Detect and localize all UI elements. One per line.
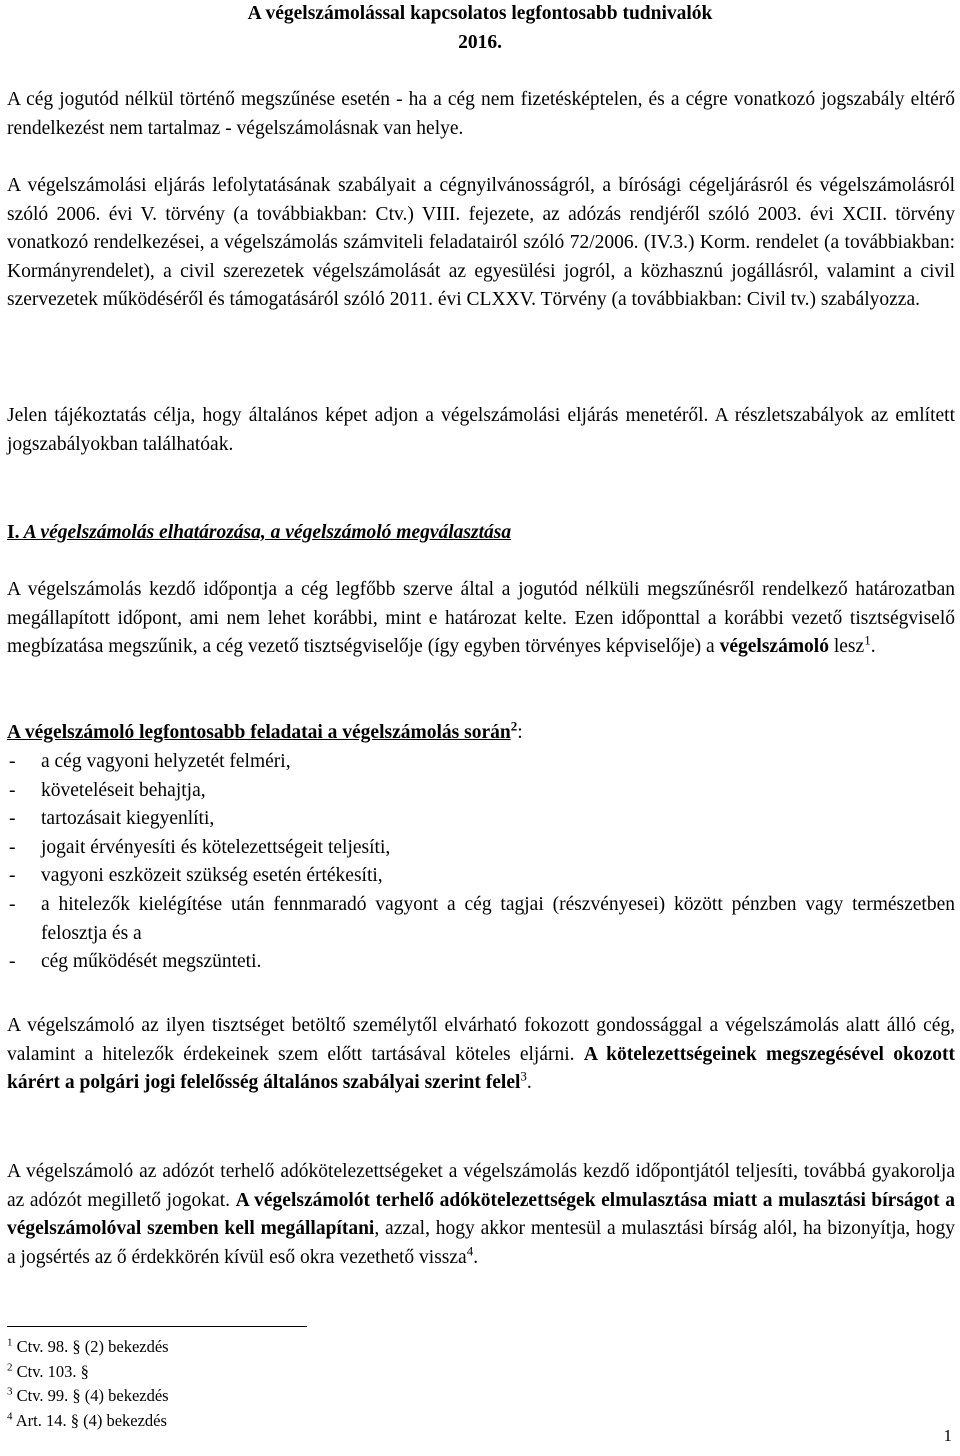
section-heading [7,519,511,548]
list-item-text: jogait érvényesíti és kötelezettségeit teljesíti, [41,836,391,858]
list-item-text: cég működését megszünteti. [41,951,262,973]
list-item [7,805,955,834]
list-item [7,748,955,777]
footnote [7,1409,169,1434]
footnote-text: Ctv. 103. § [16,1361,89,1381]
tasks-heading [7,719,523,748]
list-item-text: követeléseit behajtja, [41,779,206,801]
list-dash: - [9,951,16,973]
list-item [7,948,955,977]
footnote-ref-3: 3 [520,1068,527,1084]
list-dash: - [9,836,16,858]
list-dash: - [9,865,16,887]
tasks-list [7,748,955,977]
start-paragraph-tail: lesz [828,636,865,658]
footnote-number: 3 [7,1385,13,1398]
footnote [7,1384,169,1409]
footnote-ref-1: 1 [864,632,871,648]
list-item [7,777,955,806]
list-item-text: a hitelezők kielégítése után fennmaradó vagyont a cég tagjai (részvényesei) között pénzben vagy természetben felosztja és a [41,893,955,944]
tasks-heading-colon: : [517,722,523,743]
title-line-1: A végelszámolással kapcsolatos legfontosabb tudnivalók [247,3,713,24]
section-number: I. [7,522,20,543]
tax-tail: , azzal, hogy akkor mentesül a mulasztási bírság alól, ha bizonyítja, hogy a jogsértés az ő érdekkörén kívül eső okra vezethető vissza [7,1218,955,1268]
liability-bold: A kötelezettségeinek megszegésével okozott kárért a polgári jogi felelősség általános szabályai szerint felel [7,1043,955,1094]
list-dash: - [9,808,16,830]
list-item [7,862,955,891]
footnote-number: 2 [7,1361,13,1373]
liability-end: . [526,1072,532,1094]
footnote-number: 4 [7,1410,13,1422]
footnote [7,1360,169,1385]
footnote-ref-2: 2 [510,718,518,734]
footnote-ref-4: 4 [466,1243,474,1259]
start-paragraph-end: . [870,636,876,658]
start-paragraph [7,576,955,662]
footnote-text: Ctv. 98. § (2) bekezdés [16,1337,169,1356]
footnotes [7,1335,169,1433]
liability-paragraph [7,1012,955,1098]
liability-text: A végelszámoló az ilyen tisztséget betöltő személytől elvárható fokozott gondossággal a végelszámolás alatt álló cég, valamint a hitelezők érdekeinek szem előtt tartásával köteles eljárni. [7,1015,955,1065]
start-paragraph-text: A végelszámolás kezdő időpontja a cég legfőbb szerve által a jogutód nélküli megszűnésről rendelkező határozatban megállapított időpont, ami nem lehet korábbi, mint e határozat kelte. Ezen időponttal a korábbi vezető tisztségviselő megbízatása megszűnik, a cég vezető tisztségviselője (így egyben törvényes képviselője) a [7,579,955,658]
footnote-number: 1 [7,1336,13,1349]
tax-end: . [473,1246,479,1268]
list-dash: - [9,751,16,772]
tasks-heading-text: A végelszámoló legfontosabb feladatai a végelszámolás során [7,722,511,743]
list-dash: - [9,893,16,915]
footnote [7,1335,169,1360]
footnote-text: Art. 14. § (4) bekezdés [15,1410,167,1430]
list-item [7,891,955,948]
list-item-text: vagyoni eszközeit szükség esetén értékesíti, [41,865,383,887]
list-item-text: tartozásait kiegyenlíti, [41,808,215,830]
tax-text: A végelszámoló az adózót terhelő adókötelezettségeket a végelszámolás kezdő időpontjától teljesíti, továbbá gyakorolja az adózót megillető jogokat. [7,1161,955,1211]
page-number: 1 [943,1426,952,1445]
footnote-text: Ctv. 99. § (4) bekezdés [16,1386,169,1405]
document-title [0,0,960,57]
tax-paragraph [7,1158,955,1272]
purpose-paragraph: Jelen tájékoztatás célja, hogy általános képet adjon a végelszámolási eljárás menetéről. A részletszabályok az említett jogszabályokban találhatóak. [7,405,955,455]
list-item [7,834,955,863]
law-paragraph: A végelszámolási eljárás lefolytatásának szabályait a cégnyilvánosságról, a bírósági cégeljárásról és végelszámolásról szóló 2006. évi V. törvény (a továbbiakban: Ctv.) VIII. fejezete, az adózás rendjéről szóló 2003. évi XCII. törvény vonatkozó rendelkezései, a végelszámolás számviteli feladatairól szóló 72/2006. (IV.3.) Korm. rendelet (a továbbiakban: Kormányrendelet), a civil szerezetek végelszámolását az egyesülési jogról, a közhasznú jogállásról, valamint a civil szervezetek működéséről és támogatásáról szóló 2011. évi CLXXV. Törvény (a továbbiakban: Civil tv.) szabályozza. [7,175,955,311]
list-item-text: a cég vagyoni helyzetét felméri, [41,751,291,772]
tax-bold: A végelszámolót terhelő adókötelezettségek elmulasztása miatt a mulasztási bírságot a végelszámolóval szemben kell megállapítani [7,1189,955,1240]
list-dash: - [9,779,16,801]
footnote-divider [7,1326,307,1327]
intro-paragraph: A cég jogutód nélkül történő megszűnése esetén - ha a cég nem fizetésképtelen, és a cégre vonatkozó jogszabály eltérő rendelkezést nem tartalmaz - végelszámolásnak van helye. [7,89,955,139]
title-line-2: 2016. [458,31,502,53]
start-paragraph-bold: végelszámoló [719,636,829,658]
section-title: A végelszámolás elhatározása, a végelszámoló megválasztása [23,522,512,543]
